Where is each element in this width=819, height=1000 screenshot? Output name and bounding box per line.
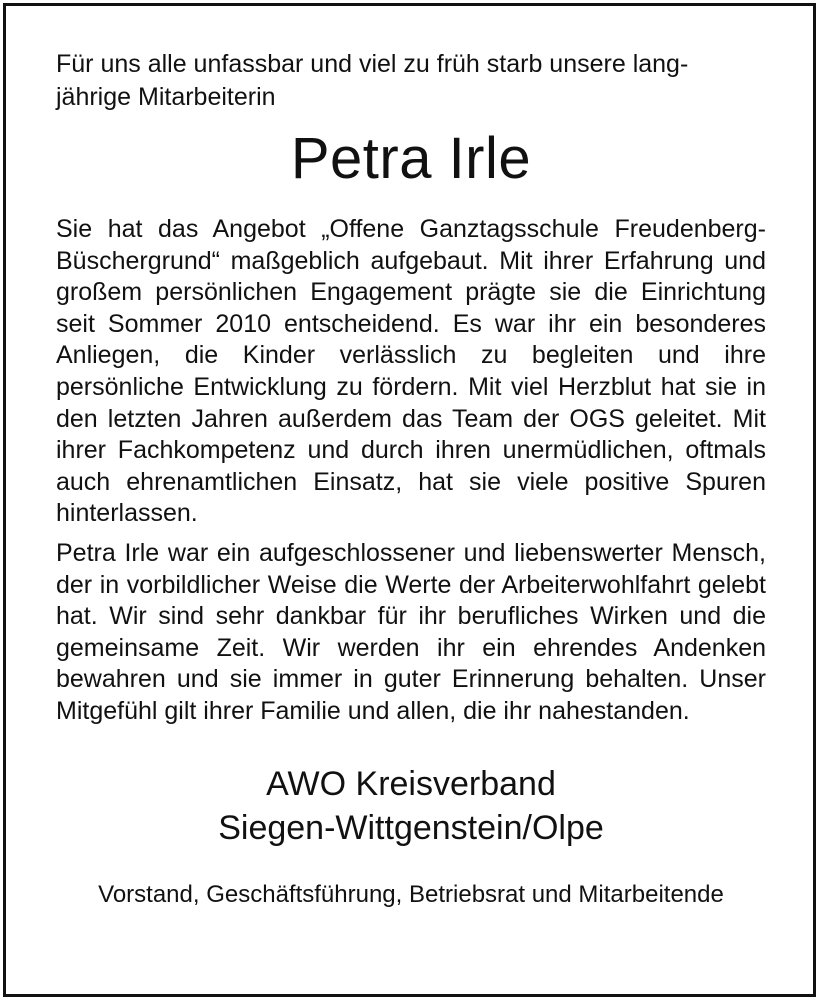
intro-line-2: jährige Mitarbeiterin [56,83,276,111]
intro-text [56,48,766,114]
tribute-paragraph-2: Petra Irle war ein aufgeschlossener und liebenswerter Mensch, der in vorbildlicher Weise die Werte der Arbeiterwohlfahrt gelebt hat. Wir sind sehr dankbar für ihr berufliches Wirken und die gemeinsame Zeit. Wir werden ihr ein ehrendes Andenken bewahren und sie immer in guter Erinnerung behalten. Unser Mitgefühl gilt ihrer Familie und allen, die ihr nahestanden. [56,538,766,725]
signoff-text: Vorstand, Geschäftsführung, Betriebsrat und Mitarbeitende [98,880,724,908]
tribute-paragraph-1: Sie hat das Angebot „Offene Ganztagsschule Freudenberg-Büschergrund“ maßgeblich aufgebaut. Mit ihrer Erfahrung und großem persönlichen Engagement prägte sie die Einrichtung seit Sommer 2010 entscheidend. Es war ihr ein besonderes Anliegen, die Kinder verlässlich zu begleiten und ihre persönliche Entwicklung zu fördern. Mit viel Herzblut hat sie in den letzten Jahren außerdem das Team der OGS geleitet. Mit ihrer Fachkompetenz und durch ihren unermüdlichen, oftmals auch ehrenamtlichen Einsatz, hat sie viele positive Spuren hinterlassen. [56,215,766,528]
intro-line-1: Für uns alle unfassbar und viel zu früh starb unsere lang- [56,50,689,78]
organization-line-2: Siegen-Wittgenstein/Olpe [218,808,604,847]
organization-line-1: AWO Kreisverband [266,764,556,803]
organization-name [56,762,766,850]
obituary-notice [56,48,766,910]
deceased-name: Petra Irle [290,126,532,191]
